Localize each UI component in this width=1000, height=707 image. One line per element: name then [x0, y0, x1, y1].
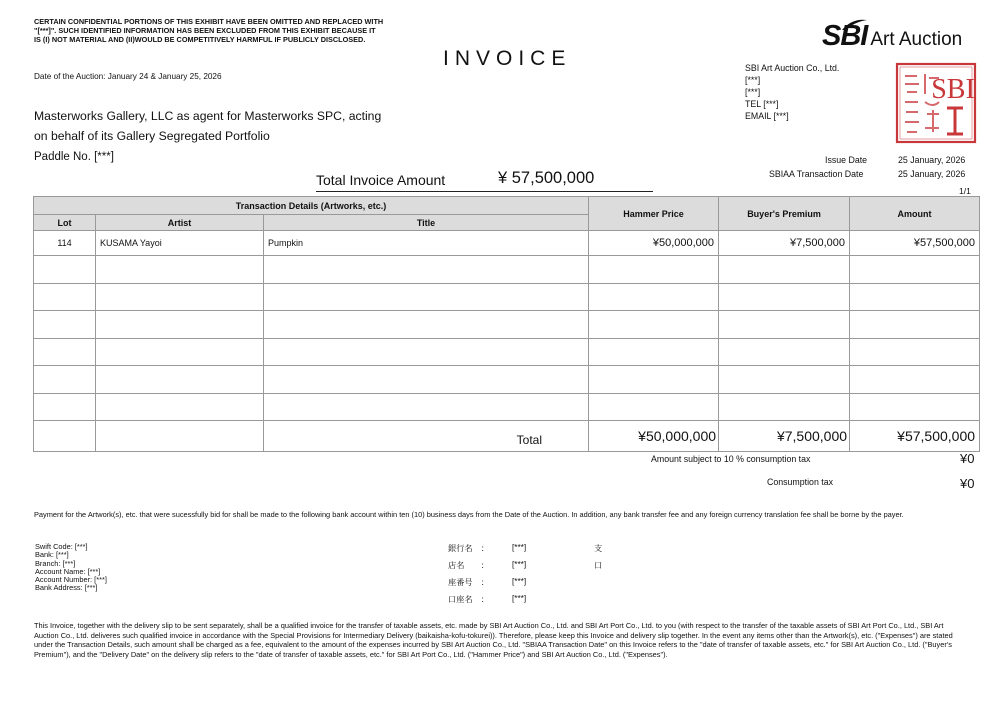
account-number: Account Number: [***] — [35, 575, 107, 585]
jp-bank-details — [448, 543, 602, 611]
jp-branch-label: 店名 ： — [448, 561, 489, 570]
auction-date: Date of the Auction: January 24 & January 25, 2026 — [34, 72, 222, 81]
transaction-details-header: Transaction Details (Artworks, etc.) — [34, 197, 589, 215]
buyers-premium-cell: ¥7,500,000 — [719, 231, 850, 256]
bank-details — [35, 543, 107, 593]
seal-text: SBI — [931, 74, 975, 105]
logo-swoosh-icon — [840, 18, 868, 32]
transaction-date-value: 25 January, 2026 — [898, 169, 966, 179]
hammer-price-header: Hammer Price — [589, 197, 719, 231]
taxable-amount-value: ¥0 — [960, 451, 975, 466]
consumption-tax-label: Consumption tax — [767, 477, 834, 487]
jp-account-name-value: [***] — [512, 594, 527, 603]
jp-account-name-label: 口座名 ： — [448, 595, 489, 604]
jp-account-no-label: 座番号 ： — [448, 578, 489, 587]
title-header: Title — [264, 215, 589, 231]
logo-text: Art Auction — [870, 29, 963, 50]
jp-branch-value: [***] — [512, 560, 527, 569]
total-row — [34, 421, 980, 452]
total-premium: ¥7,500,000 — [719, 421, 850, 452]
total-invoice-value: ¥ 57,500,000 — [498, 169, 595, 187]
bank-address: Bank Address: [***] — [35, 583, 98, 593]
jp-bank-suffix: 支 — [594, 544, 603, 553]
payment-note: Payment for the Artwork(s), etc. that were sucessfully bid for shall be made to the following bank account within ten (10) business days from the Date of the Auction. In addition, any bank transfer fee and any foreign currency translation fee shall be borne by the payer. — [34, 510, 904, 519]
total-amount: ¥57,500,000 — [850, 421, 980, 452]
total-hammer: ¥50,000,000 — [589, 421, 719, 452]
buyers-premium-header: Buyer's Premium — [719, 197, 850, 231]
lot-cell: 114 — [34, 231, 96, 256]
company-info — [745, 62, 839, 122]
issue-date-label: Issue Date — [825, 155, 868, 165]
company-tel: TEL [***] — [745, 99, 779, 109]
empty-row — [34, 283, 980, 311]
amount-header: Amount — [850, 197, 980, 231]
addressee-line-2: on behalf of its Gallery Segregated Portfolio — [34, 129, 270, 143]
total-invoice-label: Total Invoice Amount — [316, 172, 446, 188]
total-invoice-amount — [316, 167, 653, 192]
jp-bank-row — [448, 594, 602, 611]
jp-account-no-value: [***] — [512, 577, 527, 586]
jp-bank-value: [***] — [512, 543, 527, 552]
footer-note: This Invoice, together with the delivery slip to be sent separately, shall be a qualified invoice for the transfer of taxable assets, etc. made by SBI Art Auction Co., Ltd. and SBI Art Port Co., Ltd. to you (with respect to the transfer of the taxable assets of SBI Art Port Co., Ltd., SBI Art Auction Co., Ltd. deliveres such qualified invoice in accordance with the Special Provisions for Intermediary Delivery (baikaisha-kofu-tokurei)). Therefore, please keep this Invoice and delivery slip together. In the event any items other than the Artwork(s), etc. ("Expenses") are stated under the Transaction Details, such amount shall be charged as a fee, equivalent to the amount of the expenses incurred by SBI Art Auction Co., Ltd. "SBIAA Transaction Date" on this Invoice refers to the "date of transfer of taxable assets, etc." for SBI Art Auction Co., Ltd. ("Buyer's Premium"), and the "Delivery Date" on the delivery slip refers to the "date of transfer of taxable assets, etc." for SBI Art Port Co., Ltd. ("Hammer Price") and SBI Art Auction Co., Ltd. ("Expenses"). — [34, 621, 953, 659]
jp-bank-row — [448, 543, 602, 560]
logo-mark: SBI — [822, 20, 868, 52]
sbi-art-auction-logo — [822, 20, 972, 60]
empty-row — [34, 366, 980, 394]
table-row — [34, 231, 980, 256]
transaction-table — [33, 196, 980, 452]
lot-header: Lot — [34, 215, 96, 231]
jp-bank-row — [448, 577, 602, 594]
artist-cell: KUSAMA Yayoi — [96, 231, 264, 256]
bank-name: Bank: [***] — [35, 550, 69, 560]
title-cell: Pumpkin — [264, 231, 589, 256]
addressee-line-1: Masterworks Gallery, LLC as agent for Masterworks SPC, acting — [34, 109, 382, 123]
company-name: SBI Art Auction Co., Ltd. — [745, 63, 840, 73]
company-line-2: [***] — [745, 75, 761, 85]
jp-bank-row — [448, 560, 602, 577]
consumption-tax-value: ¥0 — [960, 476, 975, 491]
page-number: 1/1 — [959, 186, 971, 196]
artist-header: Artist — [96, 215, 264, 231]
invoice-title: INVOICE — [443, 47, 572, 70]
empty-row — [34, 338, 980, 366]
amount-cell: ¥57,500,000 — [850, 231, 980, 256]
account-name: Account Name: [***] — [35, 566, 101, 576]
issue-date-value: 25 January, 2026 — [898, 155, 966, 165]
total-label: Total — [264, 421, 589, 452]
taxable-amount-label: Amount subject to 10 % consumption tax — [651, 454, 811, 464]
transaction-date-label: SBIAA Transaction Date — [769, 169, 864, 179]
branch: Branch: [***] — [35, 558, 76, 568]
swift-code: Swift Code: [***] — [35, 542, 88, 551]
jp-branch-suffix: 口 — [594, 561, 603, 570]
empty-row — [34, 256, 980, 284]
company-line-3: [***] — [745, 87, 761, 97]
company-email: EMAIL [***] — [745, 111, 789, 121]
hammer-price-cell: ¥50,000,000 — [589, 231, 719, 256]
jp-bank-label: 銀行名 ： — [448, 544, 489, 553]
paddle-number: Paddle No. [***] — [34, 151, 114, 163]
company-seal — [895, 62, 977, 144]
confidential-notice: CERTAIN CONFIDENTIAL PORTIONS OF THIS EXHIBIT HAVE BEEN OMITTED AND REPLACED WITH "[***]". SUCH IDENTIFIED INFORMATION HAS BEEN EXCLUDED FROM THIS EXHIBIT BECAUSE IT IS (I) NOT MATERIAL AND (II)WOULD BE COMPETITIVELY HARMFUL IF PUBLICLY DISCLOSED. — [34, 17, 384, 44]
empty-row — [34, 311, 980, 339]
addressee — [34, 106, 381, 146]
empty-row — [34, 393, 980, 421]
